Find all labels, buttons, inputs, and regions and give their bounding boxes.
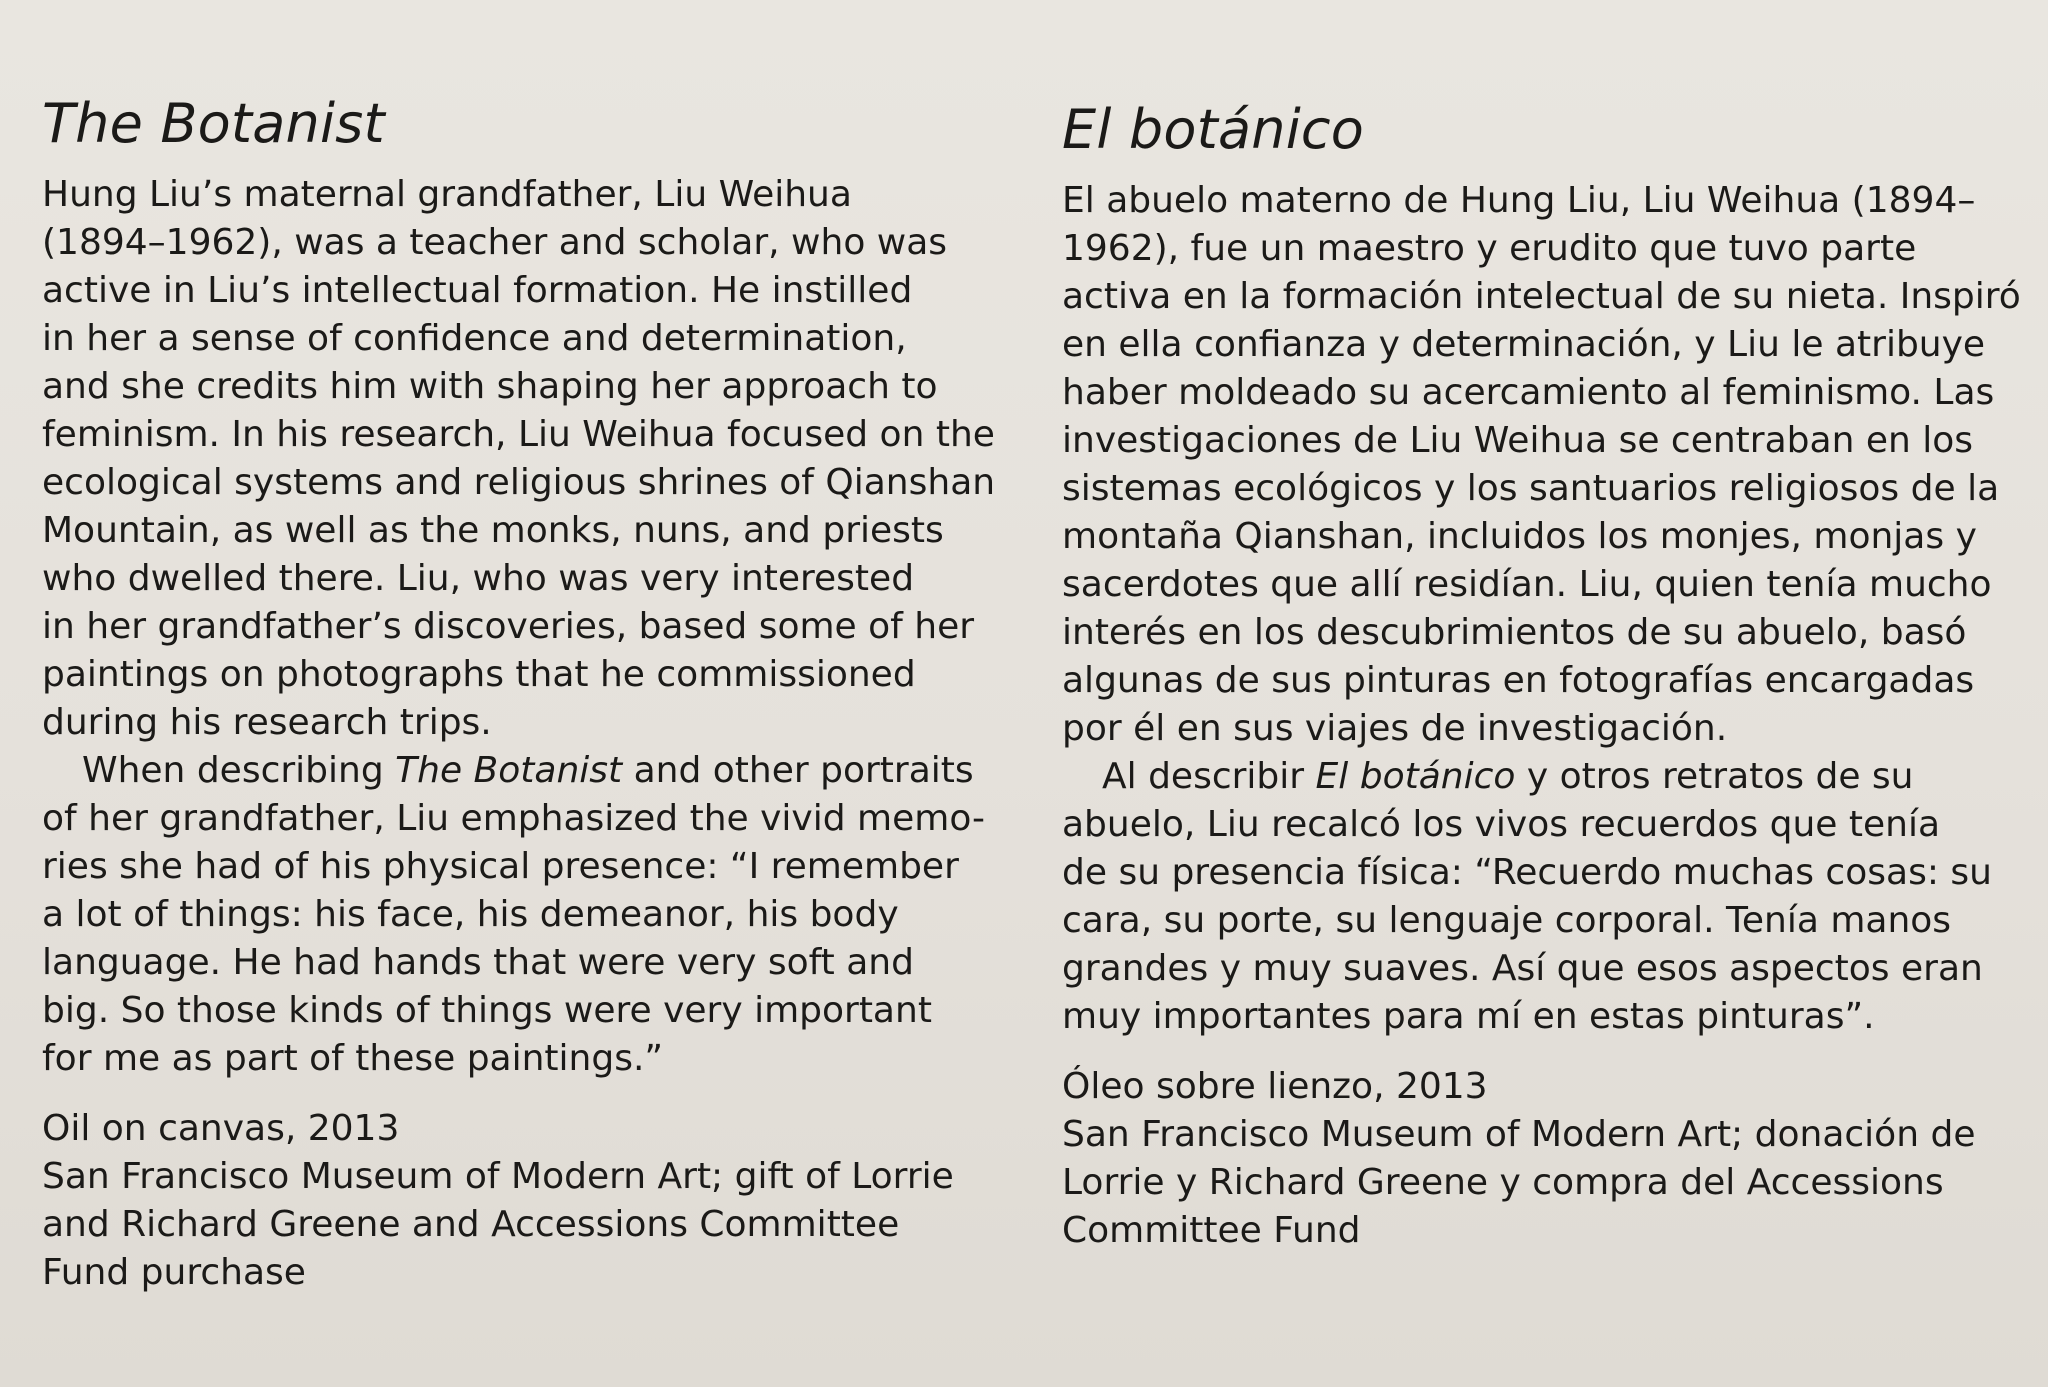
spanish-p1-line: interés en los descubrimientos de su abuelo, basó bbox=[1062, 611, 1967, 653]
english-p1-line: feminism. In his research, Liu Weihua focused on the bbox=[42, 413, 995, 455]
spanish-p1-line: haber moldeado su acercamiento al feminismo. Las bbox=[1062, 371, 1995, 413]
english-p2-line: big. So those kinds of things were very important bbox=[42, 989, 932, 1031]
english-p2-first-line bbox=[42, 747, 1002, 795]
spanish-credit-line: San Francisco Museum of Modern Art; donación de bbox=[1062, 1113, 1976, 1155]
english-p1-line: (1894–1962), was a teacher and scholar, who was bbox=[42, 221, 948, 263]
english-credit-line: and Richard Greene and Accessions Committee bbox=[42, 1203, 900, 1245]
spanish-p1-line: sistemas ecológicos y los santuarios religiosos de la bbox=[1062, 467, 2000, 509]
english-p2-line: for me as part of these paintings.” bbox=[42, 1037, 664, 1079]
spanish-p2-tail: y otros retratos de su bbox=[1515, 755, 1914, 797]
spanish-p1-line: 1962), fue un maestro y erudito que tuvo parte bbox=[1062, 227, 1917, 269]
spanish-p1-line: sacerdotes que allí residían. Liu, quien tenía mucho bbox=[1062, 563, 1992, 605]
spanish-p2-line: de su presencia física: “Recuerdo muchas cosas: su bbox=[1062, 851, 1992, 893]
spanish-p1-line: por él en sus viajes de investigación. bbox=[1062, 707, 1728, 749]
spanish-medium: Óleo sobre lienzo, 2013 bbox=[1062, 1065, 1488, 1107]
spanish-credit-line: Lorrie y Richard Greene y compra del Accessions bbox=[1062, 1161, 1944, 1203]
english-p1-line: paintings on photographs that he commissioned bbox=[42, 653, 916, 695]
spanish-paragraph-1 bbox=[1062, 177, 2022, 753]
english-p2-line: a lot of things: his face, his demeanor, his body bbox=[42, 893, 899, 935]
spanish-p2-line: muy importantes para mí en estas pinturas”. bbox=[1062, 995, 1875, 1037]
english-p2-line: ries she had of his physical presence: “I remember bbox=[42, 845, 959, 887]
english-p1-line: in her grandfather’s discoveries, based some of her bbox=[42, 605, 975, 647]
english-p1-line: in her a sense of confidence and determination, bbox=[42, 317, 907, 359]
english-p1-line: active in Liu’s intellectual formation. He instilled bbox=[42, 269, 913, 311]
spanish-credit-line: Committee Fund bbox=[1062, 1209, 1361, 1251]
spanish-p2-line: cara, su porte, su lenguaje corporal. Tenía manos bbox=[1062, 899, 1952, 941]
english-title: The Botanist bbox=[42, 92, 385, 155]
spanish-p2-line: grandes y muy suaves. Así que esos aspectos eran bbox=[1062, 947, 1983, 989]
spanish-p1-line: montaña Qianshan, incluidos los monjes, monjas y bbox=[1062, 515, 1977, 557]
english-p2-line: of her grandfather, Liu emphasized the vivid memo- bbox=[42, 797, 985, 839]
english-medium: Oil on canvas, 2013 bbox=[42, 1107, 400, 1149]
english-p1-line: Hung Liu’s maternal grandfather, Liu Weihua bbox=[42, 173, 852, 215]
spanish-p2-line: abuelo, Liu recalcó los vivos recuerdos que tenía bbox=[1062, 803, 1941, 845]
english-credit-line: San Francisco Museum of Modern Art; gift of Lorrie bbox=[42, 1155, 954, 1197]
spanish-p1-line: investigaciones de Liu Weihua se centraban en los bbox=[1062, 419, 1974, 461]
spanish-p1-line: activa en la formación intelectual de su nieta. Inspiró bbox=[1062, 275, 2021, 317]
english-p1-line: during his research trips. bbox=[42, 701, 492, 743]
english-p2-line: language. He had hands that were very soft and bbox=[42, 941, 914, 983]
spanish-p1-line: El abuelo materno de Hung Liu, Liu Weihua (1894– bbox=[1062, 179, 1976, 221]
spanish-title: El botánico bbox=[1062, 98, 1365, 161]
english-credit-line: Fund purchase bbox=[42, 1251, 306, 1293]
english-p2-tail: and other portraits bbox=[622, 749, 974, 791]
english-p2-lead: When describing bbox=[82, 749, 396, 791]
spanish-p2-artwork-title: El botánico bbox=[1315, 755, 1516, 797]
spanish-p1-line: en ella confianza y determinación, y Liu le atribuye bbox=[1062, 323, 1986, 365]
spanish-column bbox=[1062, 92, 2022, 1255]
spanish-p2-lead: Al describir bbox=[1102, 755, 1316, 797]
english-p1-line: ecological systems and religious shrines of Qianshan bbox=[42, 461, 996, 503]
english-credits bbox=[42, 1105, 1002, 1297]
english-column bbox=[42, 92, 1002, 1297]
english-p1-line: and she credits him with shaping her approach to bbox=[42, 365, 938, 407]
english-p1-line: Mountain, as well as the monks, nuns, and priests bbox=[42, 509, 944, 551]
spanish-p1-line: algunas de sus pinturas en fotografías encargadas bbox=[1062, 659, 1975, 701]
spanish-credits bbox=[1062, 1063, 2022, 1255]
english-p1-line: who dwelled there. Liu, who was very interested bbox=[42, 557, 915, 599]
english-paragraph-2 bbox=[42, 747, 1002, 1083]
spanish-paragraph-2 bbox=[1062, 753, 2022, 1041]
english-p2-artwork-title: The Botanist bbox=[395, 749, 623, 791]
english-paragraph-1 bbox=[42, 171, 1002, 747]
spanish-p2-first-line bbox=[1062, 753, 2022, 801]
